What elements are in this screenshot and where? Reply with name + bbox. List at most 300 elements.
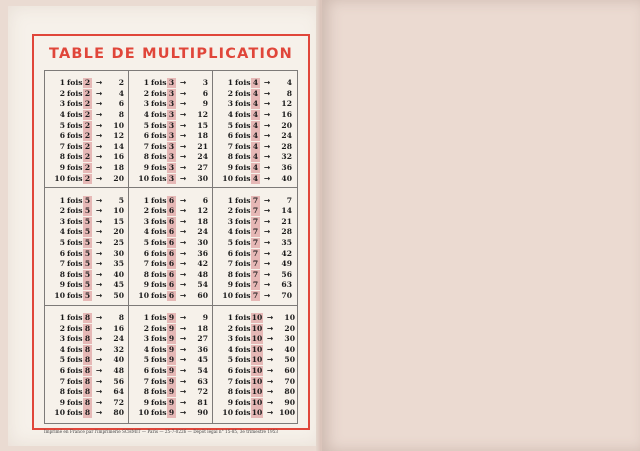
product: 16: [113, 323, 124, 333]
multiplier-highlight: 6: [168, 269, 175, 279]
product: 27: [197, 163, 208, 173]
arrow-icon: →: [263, 131, 271, 141]
arrow-icon: →: [179, 88, 187, 98]
product: 35: [281, 238, 292, 247]
right-page-blank: [322, 0, 640, 451]
table-row: [45, 397, 128, 408]
table-row: [129, 217, 212, 228]
table-row: [213, 280, 297, 291]
multiplier-highlight: 4: [252, 88, 259, 98]
product: 28: [281, 227, 292, 237]
multiplicand: 4: [143, 110, 149, 120]
multiplicand: 9: [227, 280, 233, 290]
fois-word: fois: [67, 99, 83, 109]
table-row: [213, 259, 297, 270]
multiplier-highlight: 7: [252, 269, 259, 279]
table-row: [129, 355, 212, 366]
arrow-icon: →: [95, 387, 103, 397]
table-row: [45, 344, 128, 355]
product: 5: [118, 195, 124, 205]
multiplier-highlight: 8: [84, 323, 91, 333]
multiplier-highlight: 4: [252, 152, 259, 162]
multiplicand: 10: [138, 173, 149, 183]
table-row: [129, 152, 212, 163]
fois-word: fois: [235, 173, 251, 183]
multiplicand: 2: [59, 88, 65, 98]
table-row: [129, 344, 212, 355]
fois-word: fois: [235, 334, 251, 344]
multiplicand: 5: [59, 238, 65, 247]
arrow-icon: →: [95, 280, 103, 290]
fois-word: fois: [235, 344, 251, 354]
table-row: [45, 291, 128, 302]
multiplier-highlight: 2: [84, 120, 91, 130]
multiplicand: 4: [143, 344, 149, 354]
multiplier-highlight: 7: [252, 216, 259, 226]
product: 8: [118, 110, 124, 120]
multiplicand: 1: [143, 195, 149, 205]
table-row: [213, 110, 297, 121]
arrow-icon: →: [263, 141, 271, 151]
product: 2: [118, 78, 124, 88]
product: 90: [197, 408, 208, 418]
product: 64: [113, 387, 124, 397]
table-row: [45, 163, 128, 174]
arrow-icon: →: [179, 259, 187, 269]
product: 25: [113, 238, 124, 247]
product: 70: [284, 376, 295, 386]
fois-word: fois: [67, 195, 83, 205]
arrow-icon: →: [95, 173, 103, 183]
multiplier-highlight: 4: [252, 141, 259, 151]
fois-word: fois: [151, 365, 167, 375]
multiplicand: 2: [143, 88, 149, 98]
multiplier-highlight: 5: [84, 206, 91, 216]
multiplicand: 9: [59, 280, 65, 290]
multiplier-highlight: 3: [168, 173, 175, 183]
product: 10: [113, 206, 124, 216]
arrow-icon: →: [263, 238, 271, 247]
arrow-icon: →: [95, 323, 103, 333]
table-row: [129, 291, 212, 302]
arrow-icon: →: [179, 173, 187, 183]
multiplication-grid: [44, 70, 298, 424]
multiplier-highlight: 3: [168, 99, 175, 109]
arrow-icon: →: [266, 334, 274, 344]
fois-word: fois: [67, 88, 83, 98]
arrow-icon: →: [179, 227, 187, 237]
multiplier-highlight: 6: [168, 280, 175, 290]
table-row: [129, 259, 212, 270]
product: 20: [281, 120, 292, 130]
multiplicand: 2: [143, 206, 149, 216]
arrow-icon: →: [179, 280, 187, 290]
multiplicand: 1: [227, 78, 233, 88]
product: 27: [197, 334, 208, 344]
multiplicand: 2: [59, 206, 65, 216]
fois-word: fois: [67, 206, 83, 216]
table-row: [129, 408, 212, 419]
arrow-icon: →: [263, 88, 271, 98]
multiplier-highlight: 8: [84, 365, 91, 375]
table-row: [213, 78, 297, 89]
multiplier-highlight: 6: [168, 206, 175, 216]
multiplier-highlight: 2: [84, 88, 91, 98]
multiplier-highlight: 3: [168, 110, 175, 120]
fois-word: fois: [67, 290, 83, 300]
arrow-icon: →: [263, 195, 271, 205]
multiplicand: 5: [227, 238, 233, 247]
arrow-icon: →: [95, 141, 103, 151]
multiplicand: 1: [59, 78, 65, 88]
multiplier-highlight: 8: [84, 408, 91, 418]
fois-word: fois: [235, 120, 251, 130]
arrow-icon: →: [95, 131, 103, 141]
multiplier-highlight: 5: [84, 216, 91, 226]
table-row: [213, 120, 297, 131]
table-row: [213, 397, 297, 408]
table-row: [213, 173, 297, 184]
table-row: [45, 248, 128, 259]
multiplier-highlight: 8: [84, 312, 91, 322]
multiplicand: 8: [59, 152, 65, 162]
multiplier-highlight: 5: [84, 290, 91, 300]
fois-word: fois: [235, 227, 251, 237]
fois-word: fois: [235, 88, 251, 98]
arrow-icon: →: [266, 323, 274, 333]
arrow-icon: →: [95, 334, 103, 344]
product: 50: [113, 290, 124, 300]
fois-word: fois: [235, 99, 251, 109]
multiplier-highlight: 8: [84, 397, 91, 407]
fois-word: fois: [151, 131, 167, 141]
fois-word: fois: [67, 387, 83, 397]
fois-word: fois: [151, 387, 167, 397]
table-row: [213, 323, 297, 334]
arrow-icon: →: [179, 141, 187, 151]
left-page: [8, 6, 322, 446]
multiplier-highlight: 4: [252, 173, 259, 183]
fois-word: fois: [235, 290, 251, 300]
multiplier-highlight: 2: [84, 173, 91, 183]
page-title: TABLE DE MULTIPLICATION: [49, 46, 293, 62]
table-row: [213, 195, 297, 206]
multiplier-highlight: 7: [252, 227, 259, 237]
multiplicand: 8: [143, 152, 149, 162]
multiplicand: 7: [59, 376, 65, 386]
printer-footer: Imprimé en France par l'imprimerie SCHMIT — Paris — 25-7-0226 — Dépôt légal n° 15-85, 3e trimestre 1953: [43, 429, 279, 434]
table-row: [45, 131, 128, 142]
fois-word: fois: [235, 408, 251, 418]
fois-word: fois: [151, 269, 167, 279]
arrow-icon: →: [95, 408, 103, 418]
product: 14: [281, 206, 292, 216]
fois-word: fois: [151, 216, 167, 226]
product: 36: [197, 344, 208, 354]
fois-word: fois: [67, 312, 83, 322]
multiplicand: 10: [222, 290, 233, 300]
table-row: [45, 313, 128, 324]
arrow-icon: →: [95, 248, 103, 258]
table-row: [129, 131, 212, 142]
fois-word: fois: [235, 216, 251, 226]
multiplicand: 8: [227, 152, 233, 162]
multiplicand: 1: [227, 312, 233, 322]
multiplier-highlight: 5: [84, 269, 91, 279]
table-row: [129, 248, 212, 259]
fois-word: fois: [235, 259, 251, 269]
multiplier-highlight: 9: [168, 387, 175, 397]
fois-word: fois: [67, 397, 83, 407]
fois-word: fois: [235, 110, 251, 120]
multiplier-highlight: 9: [168, 323, 175, 333]
arrow-icon: →: [263, 110, 271, 120]
multiplier-highlight: 6: [168, 227, 175, 237]
multiplicand: 6: [59, 248, 65, 258]
table-row: [45, 195, 128, 206]
product: 54: [197, 280, 208, 290]
multiplicand: 5: [227, 120, 233, 130]
table-row: [45, 99, 128, 110]
product: 40: [281, 173, 292, 183]
product: 8: [118, 312, 124, 322]
multiplier-highlight: 3: [168, 163, 175, 173]
arrow-icon: →: [95, 344, 103, 354]
multiplier-highlight: 2: [84, 99, 91, 109]
fois-word: fois: [151, 280, 167, 290]
product: 16: [281, 110, 292, 120]
table-row: [129, 206, 212, 217]
multiplier-highlight: 9: [168, 365, 175, 375]
fois-word: fois: [235, 131, 251, 141]
table-row: [45, 269, 128, 280]
arrow-icon: →: [95, 227, 103, 237]
table-row: [129, 142, 212, 153]
multiplier-highlight: 6: [168, 248, 175, 258]
multiplier-highlight: 9: [168, 312, 175, 322]
product: 9: [202, 312, 208, 322]
fois-word: fois: [235, 78, 251, 88]
arrow-icon: →: [266, 312, 274, 322]
arrow-icon: →: [95, 110, 103, 120]
fois-word: fois: [235, 355, 251, 365]
fois-word: fois: [151, 408, 167, 418]
table-8: [45, 306, 129, 423]
table-row: [213, 99, 297, 110]
multiplier-highlight: 2: [84, 110, 91, 120]
arrow-icon: →: [95, 259, 103, 269]
multiplier-highlight: 7: [252, 195, 259, 205]
multiplier-highlight: 8: [84, 387, 91, 397]
multiplier-highlight: 5: [84, 259, 91, 269]
product: 36: [197, 248, 208, 258]
arrow-icon: →: [179, 269, 187, 279]
arrow-icon: →: [95, 120, 103, 130]
arrow-icon: →: [95, 238, 103, 247]
multiplicand: 9: [227, 163, 233, 173]
arrow-icon: →: [266, 376, 274, 386]
table-row: [213, 366, 297, 377]
multiplier-highlight: 4: [252, 131, 259, 141]
arrow-icon: →: [266, 387, 274, 397]
multiplicand: 7: [59, 141, 65, 151]
fois-word: fois: [235, 280, 251, 290]
fois-word: fois: [67, 131, 83, 141]
fois-word: fois: [67, 334, 83, 344]
fois-word: fois: [151, 110, 167, 120]
product: 15: [113, 216, 124, 226]
multiplicand: 5: [59, 355, 65, 365]
fois-word: fois: [151, 206, 167, 216]
multiplier-highlight: 9: [168, 344, 175, 354]
arrow-icon: →: [95, 312, 103, 322]
fois-word: fois: [151, 397, 167, 407]
multiplicand: 9: [143, 397, 149, 407]
table-row: [45, 376, 128, 387]
table-row: [45, 120, 128, 131]
fois-word: fois: [235, 238, 251, 247]
multiplicand: 10: [54, 290, 65, 300]
product: 54: [197, 365, 208, 375]
fois-word: fois: [67, 110, 83, 120]
product: 24: [281, 131, 292, 141]
product: 60: [284, 365, 295, 375]
arrow-icon: →: [95, 78, 103, 88]
multiplier-highlight: 3: [168, 120, 175, 130]
table-6: [129, 188, 213, 305]
multiplicand: 9: [59, 163, 65, 173]
table-row: [213, 163, 297, 174]
multiplier-highlight: 2: [84, 131, 91, 141]
fois-word: fois: [151, 376, 167, 386]
arrow-icon: →: [95, 99, 103, 109]
multiplicand: 2: [59, 323, 65, 333]
table-row: [213, 334, 297, 345]
arrow-icon: →: [179, 312, 187, 322]
arrow-icon: →: [95, 355, 103, 365]
red-frame: [32, 34, 310, 430]
product: 50: [284, 355, 295, 365]
table-row: [129, 313, 212, 324]
product: 40: [284, 344, 295, 354]
arrow-icon: →: [263, 78, 271, 88]
fois-word: fois: [235, 376, 251, 386]
multiplier-highlight: 10: [251, 387, 263, 397]
multiplicand: 10: [222, 173, 233, 183]
table-row: [213, 387, 297, 398]
product: 40: [113, 269, 124, 279]
multiplicand: 3: [59, 216, 65, 226]
arrow-icon: →: [179, 216, 187, 226]
multiplier-highlight: 6: [168, 195, 175, 205]
table-row: [129, 173, 212, 184]
product: 14: [113, 141, 124, 151]
fois-word: fois: [151, 163, 167, 173]
arrow-icon: →: [179, 163, 187, 173]
multiplier-highlight: 3: [168, 141, 175, 151]
multiplicand: 8: [227, 269, 233, 279]
product: 24: [113, 334, 124, 344]
product: 7: [286, 195, 292, 205]
multiplicand: 6: [59, 365, 65, 375]
multiplicand: 3: [227, 334, 233, 344]
product: 32: [113, 344, 124, 354]
fois-word: fois: [67, 344, 83, 354]
arrow-icon: →: [179, 78, 187, 88]
fois-word: fois: [151, 173, 167, 183]
table-10: [213, 306, 297, 423]
multiplier-highlight: 6: [168, 238, 175, 247]
arrow-icon: →: [179, 99, 187, 109]
fois-word: fois: [235, 397, 251, 407]
arrow-icon: →: [95, 397, 103, 407]
multiplicand: 1: [143, 312, 149, 322]
multiplier-highlight: 10: [251, 376, 263, 386]
arrow-icon: →: [263, 227, 271, 237]
table-row: [129, 323, 212, 334]
multiplicand: 2: [227, 323, 233, 333]
multiplicand: 5: [59, 120, 65, 130]
arrow-icon: →: [95, 152, 103, 162]
multiplier-highlight: 10: [251, 408, 263, 418]
fois-word: fois: [151, 323, 167, 333]
product: 18: [113, 163, 124, 173]
product: 60: [197, 290, 208, 300]
table-row: [129, 376, 212, 387]
product: 20: [284, 323, 295, 333]
table-row: [213, 291, 297, 302]
arrow-icon: →: [263, 248, 271, 258]
multiplicand: 1: [59, 312, 65, 322]
multiplicand: 6: [227, 365, 233, 375]
multiplier-highlight: 10: [251, 344, 263, 354]
fois-word: fois: [67, 173, 83, 183]
multiplier-highlight: 4: [252, 110, 259, 120]
multiplier-highlight: 4: [252, 99, 259, 109]
multiplicand: 5: [143, 238, 149, 247]
multiplicand: 3: [227, 99, 233, 109]
fois-word: fois: [67, 269, 83, 279]
table-row: [129, 238, 212, 249]
multiplier-highlight: 2: [84, 163, 91, 173]
product: 21: [197, 141, 208, 151]
multiplier-highlight: 8: [84, 344, 91, 354]
table-row: [129, 78, 212, 89]
arrow-icon: →: [179, 365, 187, 375]
table-row: [45, 206, 128, 217]
product: 48: [113, 365, 124, 375]
multiplier-highlight: 7: [252, 280, 259, 290]
fois-word: fois: [151, 227, 167, 237]
arrow-icon: →: [179, 238, 187, 247]
table-row: [213, 355, 297, 366]
table-5: [45, 188, 129, 305]
fois-word: fois: [235, 206, 251, 216]
multiplier-highlight: 2: [84, 152, 91, 162]
multiplicand: 8: [227, 387, 233, 397]
table-row: [129, 366, 212, 377]
multiplier-highlight: 6: [168, 259, 175, 269]
product: 35: [113, 259, 124, 269]
product: 56: [281, 269, 292, 279]
product: 63: [281, 280, 292, 290]
multiplier-highlight: 6: [168, 216, 175, 226]
fois-word: fois: [67, 376, 83, 386]
multiplicand: 3: [143, 334, 149, 344]
fois-word: fois: [151, 120, 167, 130]
arrow-icon: →: [179, 344, 187, 354]
arrow-icon: →: [179, 334, 187, 344]
